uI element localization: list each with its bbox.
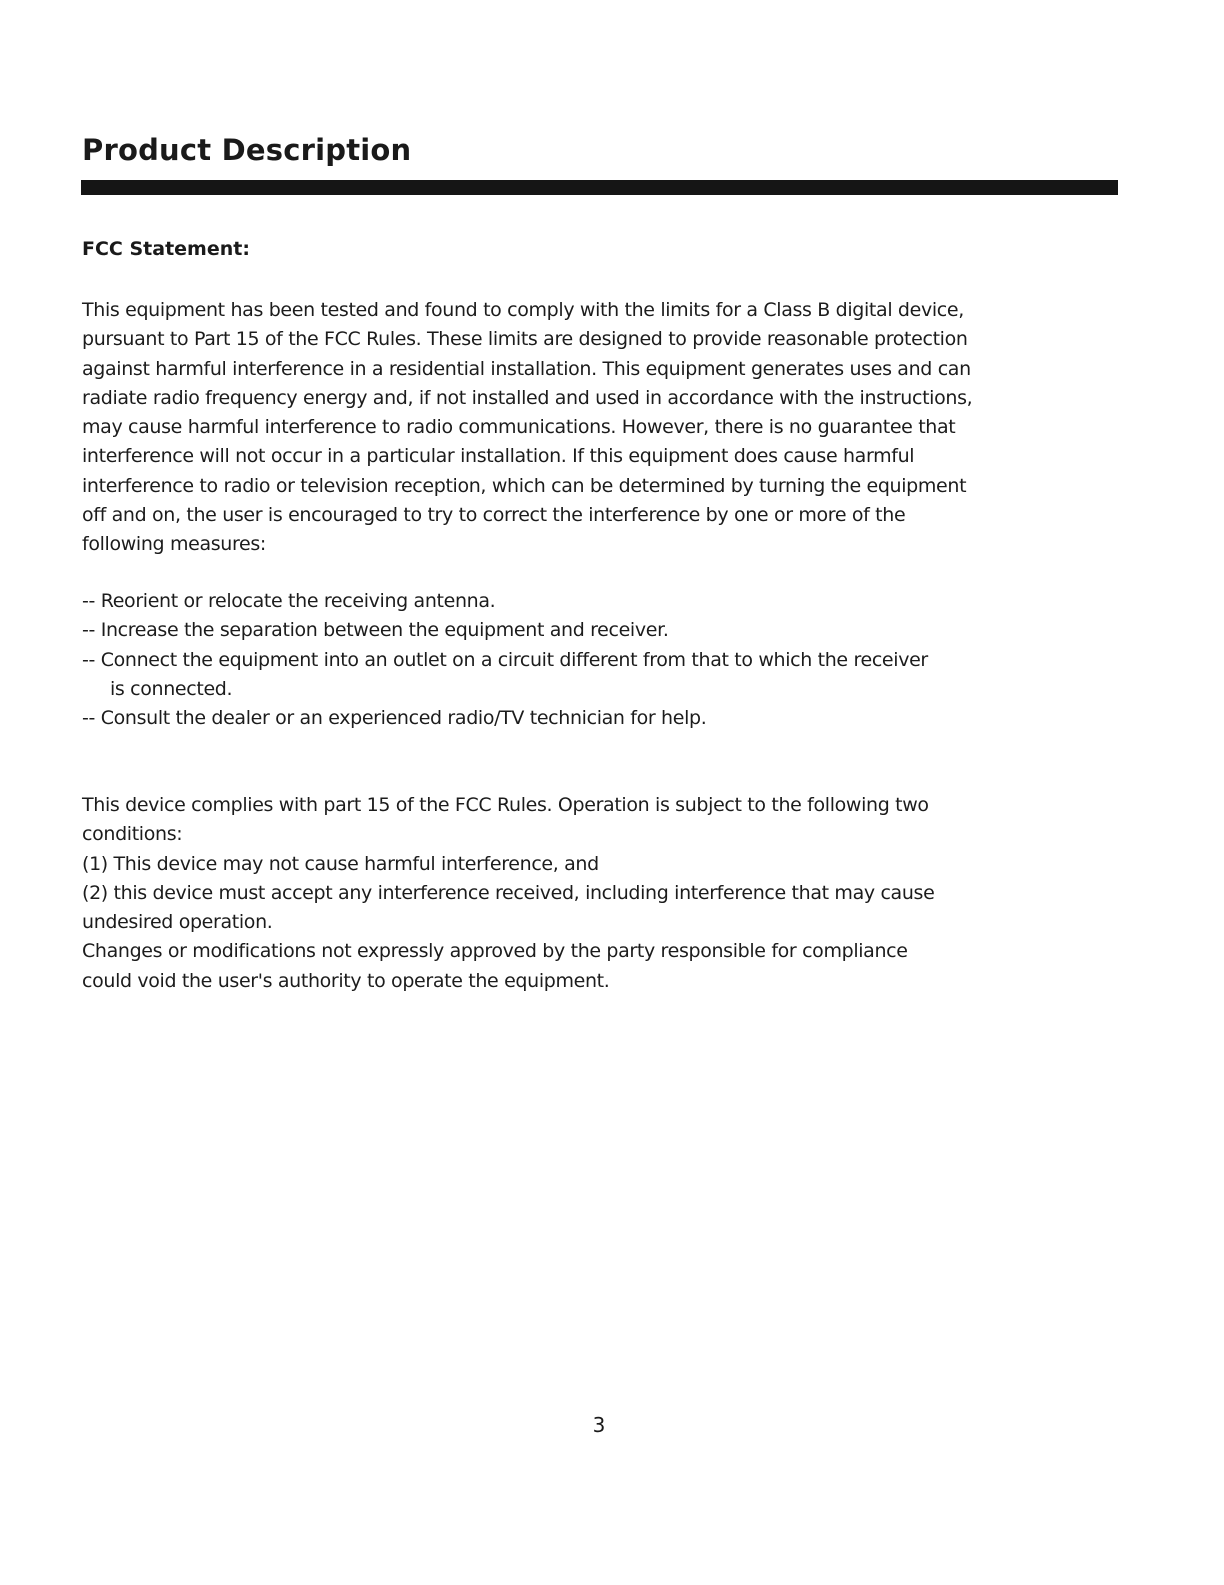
paragraph-line: Changes or modifications not expressly approved by the party responsible for compliance xyxy=(82,940,908,963)
fcc-compliance-paragraph xyxy=(82,296,1132,560)
paragraph-line: could void the user's authority to operate the equipment. xyxy=(82,969,610,992)
measure-item: -- Reorient or relocate the receiving antenna. xyxy=(82,590,496,612)
paragraph-line: radiate radio frequency energy and, if not installed and used in accordance with the instructions, xyxy=(82,386,973,409)
interference-measures-list xyxy=(82,587,1132,733)
paragraph-line: interference to radio or television reception, which can be determined by turning the equipment xyxy=(82,474,967,497)
paragraph-line: undesired operation. xyxy=(82,911,273,934)
measure-item: -- Increase the separation between the equipment and receiver. xyxy=(82,619,669,642)
page-number: 3 xyxy=(592,1413,606,1437)
measure-item-continuation: is connected. xyxy=(110,677,233,700)
paragraph-line: may cause harmful interference to radio communications. However, there is no guarantee that xyxy=(82,416,956,439)
paragraph-line: This device complies with part 15 of the FCC Rules. Operation is subject to the following two xyxy=(82,794,929,816)
fcc-statement-heading: FCC Statement: xyxy=(82,238,250,260)
paragraph-line: conditions: xyxy=(82,823,183,846)
paragraph-line: (2) this device must accept any interference received, including interference that may cause xyxy=(82,881,935,904)
paragraph-line: interference will not occur in a particular installation. If this equipment does cause harmful xyxy=(82,445,915,468)
paragraph-line: This equipment has been tested and found to comply with the limits for a Class B digital device, xyxy=(82,299,964,321)
measure-item: -- Connect the equipment into an outlet on a circuit different from that to which the receiver xyxy=(82,648,928,671)
paragraph-line: pursuant to Part 15 of the FCC Rules. These limits are designed to provide reasonable protection xyxy=(82,328,968,351)
paragraph-line: off and on, the user is encouraged to try to correct the interference by one or more of the xyxy=(82,504,906,527)
paragraph-line: against harmful interference in a residential installation. This equipment generates uses and can xyxy=(82,357,971,380)
title-divider xyxy=(81,180,1118,195)
measure-item: -- Consult the dealer or an experienced radio/TV technician for help. xyxy=(82,707,707,730)
paragraph-line: following measures: xyxy=(82,533,266,556)
page-title: Product Description xyxy=(82,133,412,167)
paragraph-line: (1) This device may not cause harmful interference, and xyxy=(82,852,599,875)
part15-conditions-paragraph xyxy=(82,791,1132,996)
